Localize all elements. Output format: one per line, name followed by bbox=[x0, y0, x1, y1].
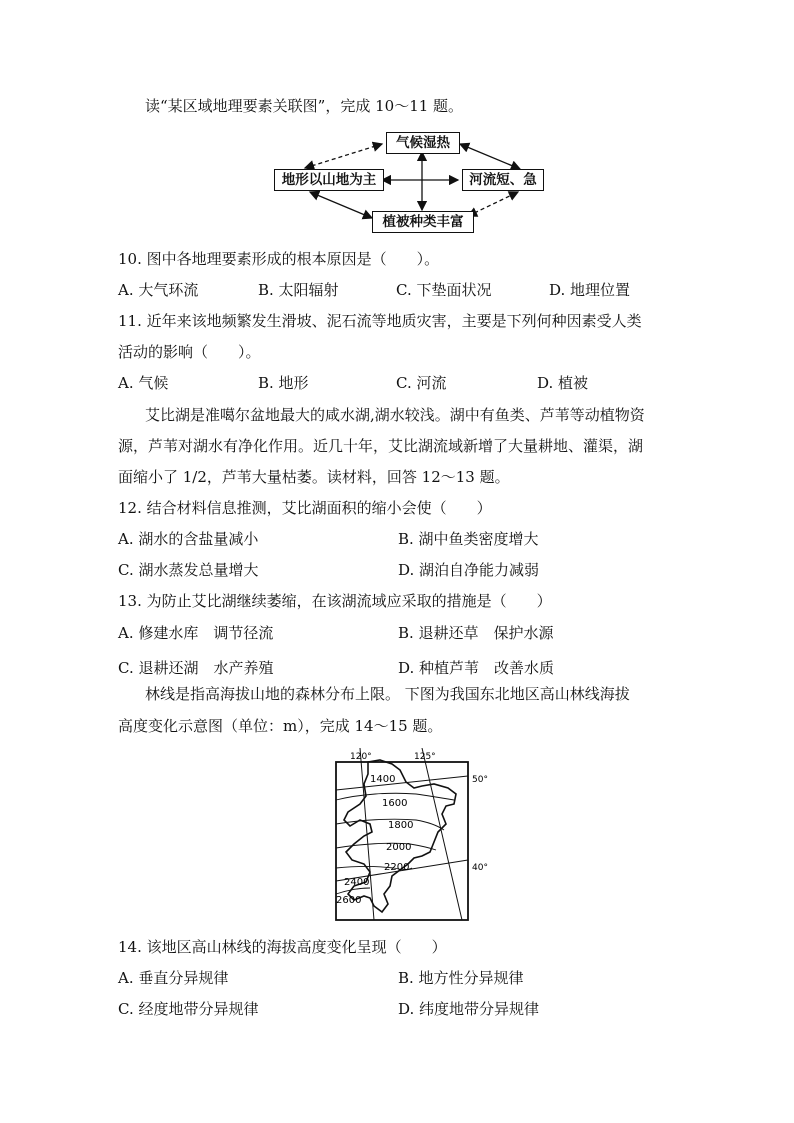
arrow-left-bottom bbox=[310, 192, 372, 218]
passage3-line2: 高度变化示意图（单位：m），完成 14～15 题。 bbox=[118, 717, 443, 735]
treeline-map bbox=[330, 748, 490, 923]
q12-option-c: C. 湖水蒸发总量增大 bbox=[118, 561, 259, 579]
q11-option-b: B. 地形 bbox=[258, 374, 309, 392]
contour-label-2600: 2600 bbox=[336, 895, 362, 906]
node-climate: 气候湿热 bbox=[386, 132, 460, 154]
contour-label-1800: 1800 bbox=[388, 820, 414, 831]
arrow-bottom-right bbox=[468, 192, 518, 216]
q14-stem: 14. 该地区高山林线的海拔高度变化呈现（ ） bbox=[118, 938, 447, 956]
contour-line-2600 bbox=[336, 888, 370, 894]
lat-label-40: 40° bbox=[472, 863, 488, 873]
node-terrain: 地形以山地为主 bbox=[274, 169, 384, 191]
contour-label-1400: 1400 bbox=[370, 774, 396, 785]
contour-label-2400: 2400 bbox=[344, 877, 370, 888]
q11-option-d: D. 植被 bbox=[537, 374, 589, 392]
passage2-line2: 源，芦苇对湖水有净化作用。近几十年，艾比湖流域新增了大量耕地、灌渠，湖 bbox=[118, 437, 644, 455]
contour-label-2200: 2200 bbox=[384, 862, 410, 873]
passage3-line1: 林线是指高海拔山地的森林分布上限。 下图为我国东北地区高山林线海拔 bbox=[145, 685, 630, 703]
passage2-line1: 艾比湖是准噶尔盆地最大的咸水湖,湖水较浅。湖中有鱼类、芦苇等动植物资 bbox=[145, 406, 645, 424]
q10-option-a: A. 大气环流 bbox=[118, 281, 199, 299]
q14-option-c: C. 经度地带分异规律 bbox=[118, 1000, 259, 1018]
q12-option-d: D. 湖泊自净能力减弱 bbox=[398, 561, 540, 579]
q11-option-c: C. 河流 bbox=[396, 374, 447, 392]
treeline-map-svg bbox=[330, 748, 490, 923]
q12-option-a: A. 湖水的含盐量减小 bbox=[118, 530, 259, 548]
q13-option-c: C. 退耕还湖 水产养殖 bbox=[118, 659, 274, 677]
lat-label-50: 50° bbox=[472, 775, 488, 785]
q13-stem: 13. 为防止艾比湖继续萎缩，在该湖流域应采取的措施是（ ） bbox=[118, 592, 552, 610]
q10-option-d: D. 地理位置 bbox=[549, 281, 631, 299]
node-vegetation: 植被种类丰富 bbox=[372, 211, 474, 233]
relation-diagram bbox=[270, 128, 550, 236]
q10-option-b: B. 太阳辐射 bbox=[258, 281, 339, 299]
q11-option-a: A. 气候 bbox=[118, 374, 169, 392]
node-river: 河流短、急 bbox=[462, 169, 544, 191]
q12-stem: 12. 结合材料信息推测，艾比湖面积的缩小会使（ ） bbox=[118, 499, 492, 517]
contour-label-1600: 1600 bbox=[382, 798, 408, 809]
q10-stem: 10. 图中各地理要素形成的根本原因是（ ）。 bbox=[118, 250, 440, 268]
lon-label-120: 120° bbox=[350, 752, 372, 762]
q13-option-d: D. 种植芦苇 改善水质 bbox=[398, 659, 555, 677]
arrow-top-right bbox=[460, 144, 520, 169]
q14-option-b: B. 地方性分异规律 bbox=[398, 969, 524, 987]
contour-label-2000: 2000 bbox=[386, 842, 412, 853]
lon-label-125: 125° bbox=[414, 752, 436, 762]
q11-stem-line1: 11. 近年来该地频繁发生滑坡、泥石流等地质灾害，主要是下列何种因素受人类 bbox=[118, 312, 642, 330]
arrow-left-top bbox=[305, 144, 382, 168]
q11-stem-line2: 活动的影响（ ）。 bbox=[118, 343, 261, 361]
q10-option-c: C. 下垫面状况 bbox=[396, 281, 492, 299]
q12-option-b: B. 湖中鱼类密度增大 bbox=[398, 530, 539, 548]
q14-option-d: D. 纬度地带分异规律 bbox=[398, 1000, 540, 1018]
q14-option-a: A. 垂直分异规律 bbox=[118, 969, 229, 987]
intro-text-10-11: 读“某区域地理要素关联图”，完成 10～11 题。 bbox=[145, 97, 464, 115]
meridian-125 bbox=[422, 748, 462, 920]
q13-option-a: A. 修建水库 调节径流 bbox=[118, 624, 274, 642]
passage2-line3: 面缩小了 1/2，芦苇大量枯萎。读材料，回答 12～13 题。 bbox=[118, 468, 510, 486]
q13-option-b: B. 退耕还草 保护水源 bbox=[398, 624, 554, 642]
